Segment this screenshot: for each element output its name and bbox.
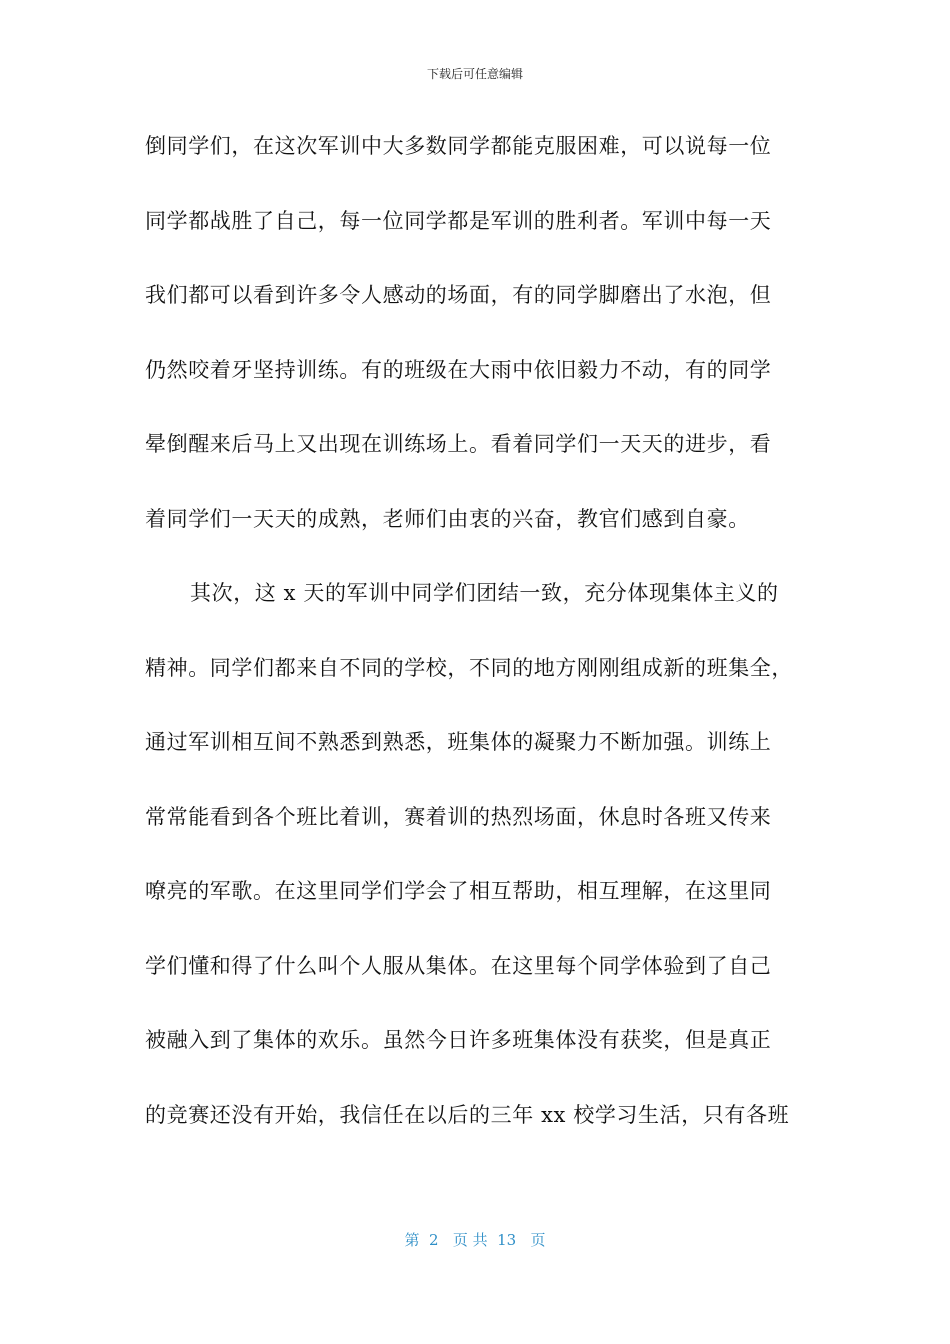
body-line: 我们都可以看到许多令人感动的场面，有的同学脚磨出了水泡，但: [145, 283, 772, 307]
body-line: 嘹亮的军歌。在这里同学们学会了相互帮助，相互理解，在这里同: [145, 879, 772, 903]
body-line: 着同学们一天天的成熟，老师们由衷的兴奋，教官们感到自豪。: [145, 506, 750, 531]
body-line: 通过军训相互间不熟悉到熟悉，班集体的凝聚力不断加强。训练上: [145, 730, 772, 754]
body-line: 学们懂和得了什么叫个人服从集体。在这里每个同学体验到了自己: [145, 953, 772, 978]
document-body: [145, 124, 825, 1167]
body-line: 常常能看到各个班比着训，赛着训的热烈场面，休息时各班又传来: [145, 804, 772, 829]
body-line: 被融入到了集体的欢乐。虽然今日许多班集体没有获奖，但是真正: [145, 1028, 772, 1052]
body-line: 仍然咬着牙坚持训练。有的班级在大雨中依旧毅力不动，有的同学: [145, 357, 772, 382]
body-line: 同学都战胜了自己，每一位同学都是军训的胜利者。军训中每一天: [145, 208, 772, 233]
body-line: 的竞赛还没有开始，我信任在以后的三年 xx 校学习生活，只有各班: [145, 1102, 790, 1127]
body-line: 倒同学们，在这次军训中大多数同学都能克服困难，可以说每一位: [145, 134, 772, 158]
page-number-footer: 第 2 页 共 13 页: [404, 1231, 546, 1249]
paragraph-start-line: 其次，这 x 天的军训中同学们团结一致，充分体现集体主义的: [190, 581, 779, 605]
page-header: 下载后可任意编辑: [426, 67, 523, 81]
body-line: 晕倒醒来后马上又出现在训练场上。看着同学们一天天的进步，看: [145, 432, 772, 456]
body-line: 精神。同学们都来自不同的学校，不同的地方刚刚组成新的班集全，: [145, 655, 793, 680]
